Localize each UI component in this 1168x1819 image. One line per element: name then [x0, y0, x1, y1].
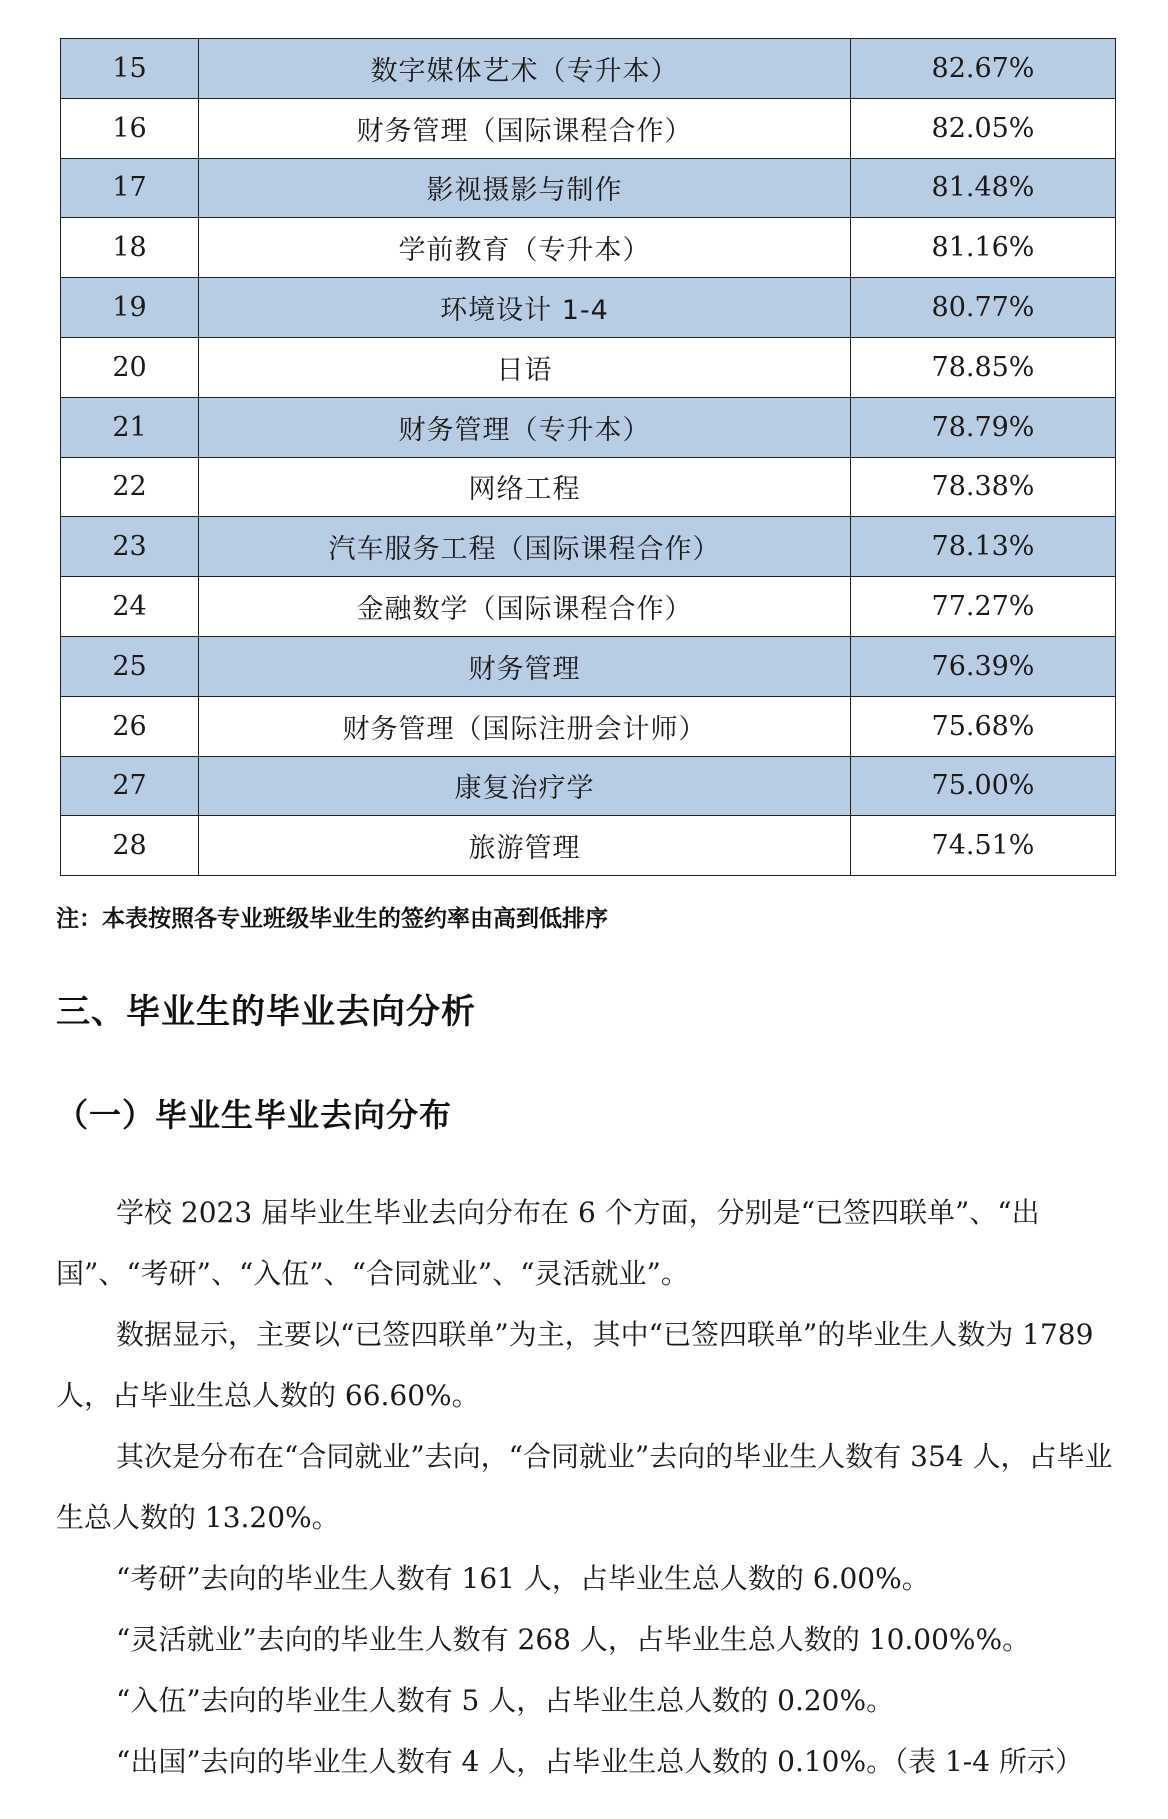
rate-cell: 77.27% [851, 577, 1116, 637]
table-row [61, 39, 1116, 99]
table-row [61, 696, 1116, 756]
rank-cell: 26 [61, 696, 199, 756]
rank-cell: 20 [61, 337, 199, 397]
rank-cell: 15 [61, 39, 199, 99]
rate-cell: 80.77% [851, 278, 1116, 338]
rank-cell: 27 [61, 756, 199, 816]
major-cell: 财务管理（国际注册会计师） [199, 696, 851, 756]
rank-cell: 23 [61, 517, 199, 577]
major-cell: 康复治疗学 [199, 756, 851, 816]
table-row [61, 397, 1116, 457]
table-body [61, 39, 1116, 876]
section-title: 三、毕业生的毕业去向分析 [56, 992, 476, 1032]
table-note: 注：本表按照各专业班级毕业生的签约率由高到低排序 [56, 906, 608, 932]
major-cell: 环境设计 1-4 [199, 278, 851, 338]
major-cell: 网络工程 [199, 457, 851, 517]
rank-cell: 22 [61, 457, 199, 517]
major-cell: 财务管理（专升本） [199, 397, 851, 457]
table-row [61, 158, 1116, 218]
major-cell: 日语 [199, 337, 851, 397]
paragraph: 其次是分布在“合同就业”去向，“合同就业”去向的毕业生人数有 354 人，占毕业生总人数的 13.20%。 [56, 1440, 1113, 1534]
rate-cell: 75.68% [851, 696, 1116, 756]
table-row [61, 517, 1116, 577]
major-cell: 金融数学（国际课程合作） [199, 577, 851, 637]
paragraph: 数据显示，主要以“已签四联单”为主，其中“已签四联单”的毕业生人数为 1789 人，占毕业生总人数的 66.60%。 [56, 1318, 1094, 1412]
rank-cell: 28 [61, 816, 199, 876]
rank-cell: 25 [61, 636, 199, 696]
rate-cell: 78.79% [851, 397, 1116, 457]
rate-cell: 78.85% [851, 337, 1116, 397]
rank-cell: 18 [61, 218, 199, 278]
major-cell: 财务管理（国际课程合作） [199, 98, 851, 158]
rank-cell: 24 [61, 577, 199, 637]
table-row [61, 457, 1116, 517]
table-row [61, 816, 1116, 876]
rate-cell: 78.13% [851, 517, 1116, 577]
major-cell: 财务管理 [199, 636, 851, 696]
table-row [61, 577, 1116, 637]
table-row [61, 636, 1116, 696]
major-cell: 数字媒体艺术（专升本） [199, 39, 851, 99]
major-cell: 学前教育（专升本） [199, 218, 851, 278]
table-row [61, 218, 1116, 278]
rate-cell: 82.05% [851, 98, 1116, 158]
rate-cell: 78.38% [851, 457, 1116, 517]
table-row [61, 98, 1116, 158]
rank-cell: 17 [61, 158, 199, 218]
major-cell: 影视摄影与制作 [199, 158, 851, 218]
paragraph: “考研”去向的毕业生人数有 161 人，占毕业生总人数的 6.00%。 [116, 1562, 930, 1595]
rate-cell: 75.00% [851, 756, 1116, 816]
table-row [61, 278, 1116, 338]
table-row [61, 756, 1116, 816]
body-text [56, 1182, 1126, 1792]
signing-rate-table [60, 38, 1116, 876]
table-row [61, 337, 1116, 397]
rate-cell: 81.16% [851, 218, 1116, 278]
sub-section-title: （一）毕业生毕业去向分布 [56, 1096, 453, 1134]
paragraph: “入伍”去向的毕业生人数有 5 人，占毕业生总人数的 0.20%。 [116, 1684, 895, 1717]
paragraph: “出国”去向的毕业生人数有 4 人，占毕业生总人数的 0.10%。（表 1-4 所示） [116, 1745, 1083, 1778]
rank-cell: 21 [61, 397, 199, 457]
rate-cell: 76.39% [851, 636, 1116, 696]
major-cell: 旅游管理 [199, 816, 851, 876]
rate-cell: 82.67% [851, 39, 1116, 99]
rate-cell: 74.51% [851, 816, 1116, 876]
paragraph: 学校 2023 届毕业生毕业去向分布在 6 个方面，分别是“已签四联单”、“出国”、“考研”、“入伍”、“合同就业”、“灵活就业”。 [56, 1196, 1040, 1290]
rank-cell: 16 [61, 98, 199, 158]
paragraph: “灵活就业”去向的毕业生人数有 268 人，占毕业生总人数的 10.00%%。 [116, 1623, 1031, 1656]
major-cell: 汽车服务工程（国际课程合作） [199, 517, 851, 577]
rank-cell: 19 [61, 278, 199, 338]
rate-cell: 81.48% [851, 158, 1116, 218]
